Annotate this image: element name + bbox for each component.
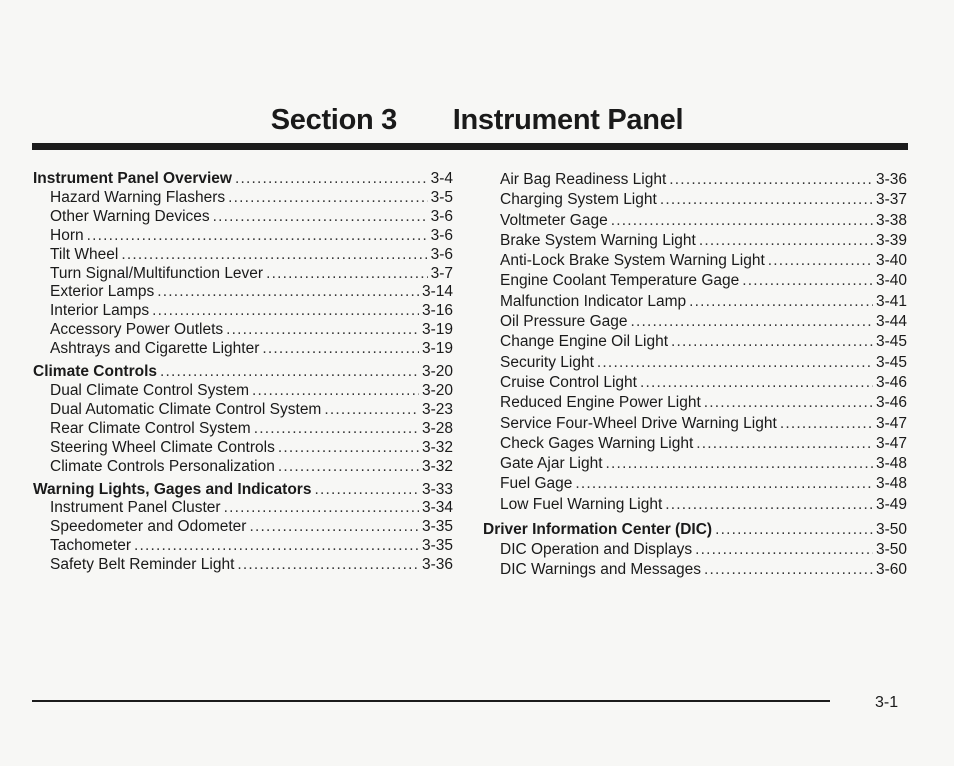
dot-leader (640, 373, 873, 393)
toc-entry[interactable] (483, 251, 907, 271)
toc-entry-page: 3-7 (430, 264, 453, 282)
dot-leader (611, 211, 873, 231)
toc-entry[interactable] (483, 474, 907, 494)
toc-entry-page: 3-6 (430, 245, 453, 263)
toc-entry-label: Exterior Lamps (50, 283, 155, 301)
dot-leader (631, 312, 873, 332)
toc-entry[interactable] (483, 353, 907, 373)
dot-leader (689, 292, 873, 312)
toc-entry-label: Ashtrays and Cigarette Lighter (50, 340, 260, 358)
dot-leader (660, 190, 873, 210)
toc-entry-label: Warning Lights, Gages and Indicators (33, 480, 312, 498)
toc-entry-page: 3-5 (430, 188, 453, 206)
toc-entry-page: 3-19 (421, 340, 453, 358)
toc-entry[interactable] (33, 382, 453, 401)
toc-section-entry[interactable] (33, 170, 453, 189)
toc-entry-page: 3-20 (421, 363, 453, 381)
toc-entry-page: 3-40 (875, 252, 907, 270)
toc-entry-label: Driver Information Center (DIC) (483, 521, 713, 539)
toc-entry-page: 3-41 (875, 292, 907, 310)
toc-entry[interactable] (33, 340, 453, 359)
toc-entry-label: Change Engine Oil Light (500, 333, 669, 351)
dot-leader (228, 189, 427, 208)
toc-section-entry[interactable] (33, 481, 453, 500)
dot-leader (704, 393, 873, 413)
toc-entry-label: Fuel Gage (500, 475, 573, 493)
toc-entry-page: 3-19 (421, 321, 453, 339)
page-number: 3-1 (875, 694, 899, 711)
toc-entry-label: Service Four-Wheel Drive Warning Light (500, 414, 777, 432)
toc-entry-page: 3-38 (875, 211, 907, 229)
toc-entry-page: 3-50 (875, 540, 907, 558)
toc-entry-page: 3-32 (421, 457, 453, 475)
toc-entry[interactable] (33, 265, 453, 284)
toc-entry-page: 3-46 (875, 373, 907, 391)
dot-leader (160, 363, 419, 382)
toc-entry[interactable] (33, 518, 453, 537)
toc-entry[interactable] (483, 332, 907, 352)
dot-leader (157, 283, 419, 302)
toc-entry[interactable] (33, 458, 453, 477)
toc-entry-page: 3-40 (875, 272, 907, 290)
toc-entry-page: 3-35 (421, 537, 453, 555)
toc-entry-label: Charging System Light (500, 191, 657, 209)
toc-entry-page: 3-34 (421, 499, 453, 517)
toc-entry-page: 3-6 (430, 226, 453, 244)
dot-leader (254, 420, 419, 439)
toc-entry-label: Dual Climate Control System (50, 381, 249, 399)
dot-leader (278, 458, 419, 477)
toc-entry-label: Anti-Lock Brake System Warning Light (500, 252, 765, 270)
toc-entry-page: 3-35 (421, 518, 453, 536)
toc-entry-label: Reduced Engine Power Light (500, 394, 701, 412)
toc-entry-page: 3-60 (875, 561, 907, 579)
dot-leader (237, 556, 419, 575)
toc-entry[interactable] (483, 292, 907, 312)
dot-leader (704, 560, 873, 580)
toc-entry[interactable] (33, 302, 453, 321)
dot-leader (235, 170, 428, 189)
toc-entry[interactable] (33, 227, 453, 246)
toc-entry-page: 3-23 (421, 400, 453, 418)
section-title: Instrument Panel (452, 104, 684, 136)
dot-leader (134, 537, 419, 556)
toc-entry[interactable] (483, 170, 907, 190)
toc-entry-page: 3-48 (875, 455, 907, 473)
toc-entry-page: 3-16 (421, 302, 453, 320)
toc-entry-page: 3-47 (875, 434, 907, 452)
toc-entry-label: Voltmeter Gage (500, 211, 608, 229)
toc-entry-label: Air Bag Readiness Light (500, 171, 667, 188)
toc-entry-label: Check Gages Warning Light (500, 434, 694, 452)
toc-entry-label: Tachometer (50, 537, 131, 555)
dot-leader (249, 518, 419, 537)
dot-leader (742, 271, 873, 291)
toc-entry-page: 3-45 (875, 353, 907, 371)
dot-leader (696, 434, 873, 454)
toc-entry-label: Steering Wheel Climate Controls (50, 438, 275, 456)
toc-entry[interactable] (33, 283, 453, 302)
toc-entry-label: Cruise Control Light (500, 373, 637, 391)
toc-entry-page: 3-4 (430, 170, 453, 187)
dot-leader (715, 521, 873, 540)
dot-leader (224, 499, 419, 518)
toc-entry[interactable] (33, 246, 453, 265)
dot-leader (575, 474, 873, 494)
toc-entry-page: 3-32 (421, 438, 453, 456)
toc-entry[interactable] (33, 439, 453, 458)
toc-entry-page: 3-33 (421, 480, 453, 498)
dot-leader (606, 454, 873, 474)
section-number: Section 3 (270, 104, 397, 136)
dot-leader (314, 481, 419, 500)
toc-entry-label: Brake System Warning Light (500, 231, 696, 249)
toc-entry-page: 3-47 (875, 414, 907, 432)
toc-entry-page: 3-6 (430, 207, 453, 225)
dot-leader (152, 302, 419, 321)
toc-entry-label: Oil Pressure Gage (500, 313, 628, 331)
toc-entry-label: Accessory Power Outlets (50, 321, 224, 339)
toc-entry[interactable] (483, 190, 907, 210)
toc-entry[interactable] (33, 189, 453, 208)
toc-entry-label: Instrument Panel Overview (33, 170, 232, 187)
toc-entry-label: Malfunction Indicator Lamp (500, 292, 687, 310)
toc-section-entry[interactable] (483, 521, 907, 540)
toc-entry[interactable] (33, 321, 453, 340)
toc-entry[interactable] (33, 537, 453, 556)
toc-entry-label: DIC Operation and Displays (500, 540, 693, 558)
toc-entry-page: 3-48 (875, 475, 907, 493)
toc-section-entry[interactable] (33, 363, 453, 382)
toc-entry-label: Speedometer and Odometer (50, 518, 247, 536)
dot-leader (699, 231, 873, 251)
dot-leader (87, 227, 428, 246)
toc-entry-page: 3-28 (421, 419, 453, 437)
toc-entry-label: Security Light (500, 353, 594, 371)
toc-entry-label: Dual Automatic Climate Control System (50, 400, 322, 418)
dot-leader (262, 340, 419, 359)
toc-entry-page: 3-36 (875, 171, 907, 188)
toc-entry-label: DIC Warnings and Messages (500, 561, 702, 579)
toc-entry-label: Turn Signal/Multifunction Lever (50, 264, 264, 282)
toc-entry[interactable] (483, 211, 907, 231)
dot-leader (252, 382, 419, 401)
toc-entry[interactable] (33, 420, 453, 439)
dot-leader (669, 170, 873, 190)
toc-entry-label: Gate Ajar Light (500, 455, 603, 473)
dot-leader (278, 439, 419, 458)
dot-leader (780, 414, 873, 434)
toc-entry[interactable] (483, 495, 907, 515)
toc-entry[interactable] (483, 560, 907, 580)
toc-entry[interactable] (483, 373, 907, 393)
toc-entry[interactable] (33, 556, 453, 575)
dot-leader (324, 401, 419, 420)
toc-entry[interactable] (483, 271, 907, 291)
dot-leader (597, 353, 873, 373)
toc-entry[interactable] (483, 393, 907, 413)
toc-entry[interactable] (483, 454, 907, 474)
toc-entry-page: 3-37 (875, 191, 907, 209)
toc-entry-page: 3-39 (875, 231, 907, 249)
toc-entry[interactable] (33, 401, 453, 420)
toc-right-column (483, 170, 907, 581)
toc-entry[interactable] (483, 231, 907, 251)
toc-entry[interactable] (483, 434, 907, 454)
dot-leader (695, 540, 873, 560)
toc-entry[interactable] (483, 312, 907, 332)
toc-entry-label: Horn (50, 226, 84, 244)
dot-leader (768, 251, 873, 271)
title-rule (32, 143, 908, 150)
page-title (0, 104, 954, 137)
toc-entry-label: Climate Controls (33, 363, 158, 381)
toc-entry-page: 3-14 (421, 283, 453, 301)
toc-entry[interactable] (483, 540, 907, 560)
toc-entry[interactable] (33, 208, 453, 227)
toc-entry-label: Engine Coolant Temperature Gage (500, 272, 740, 290)
dot-leader (266, 265, 428, 284)
toc-entry-label: Safety Belt Reminder Light (50, 556, 235, 574)
dot-leader (671, 332, 873, 352)
dot-leader (665, 495, 873, 515)
toc-entry-label: Low Fuel Warning Light (500, 495, 663, 513)
toc-left-column (33, 170, 453, 575)
toc-entry-page: 3-49 (875, 495, 907, 513)
footer-rule (32, 700, 830, 702)
dot-leader (226, 321, 419, 340)
toc-entry-label: Hazard Warning Flashers (50, 188, 226, 206)
toc-entry-label: Interior Lamps (50, 302, 150, 320)
dot-leader (213, 208, 428, 227)
dot-leader (121, 246, 427, 265)
toc-entry-label: Instrument Panel Cluster (50, 499, 221, 517)
toc-entry-page: 3-50 (875, 521, 907, 539)
toc-entry[interactable] (483, 414, 907, 434)
toc-entry[interactable] (33, 499, 453, 518)
toc-entry-page: 3-45 (875, 333, 907, 351)
toc-entry-label: Other Warning Devices (50, 207, 210, 225)
toc-entry-page: 3-20 (421, 381, 453, 399)
toc-entry-page: 3-46 (875, 394, 907, 412)
toc-entry-page: 3-36 (421, 556, 453, 574)
toc-entry-page: 3-44 (875, 313, 907, 331)
toc-entry-label: Climate Controls Personalization (50, 457, 275, 475)
toc-entry-label: Rear Climate Control System (50, 419, 251, 437)
toc-entry-label: Tilt Wheel (50, 245, 119, 263)
